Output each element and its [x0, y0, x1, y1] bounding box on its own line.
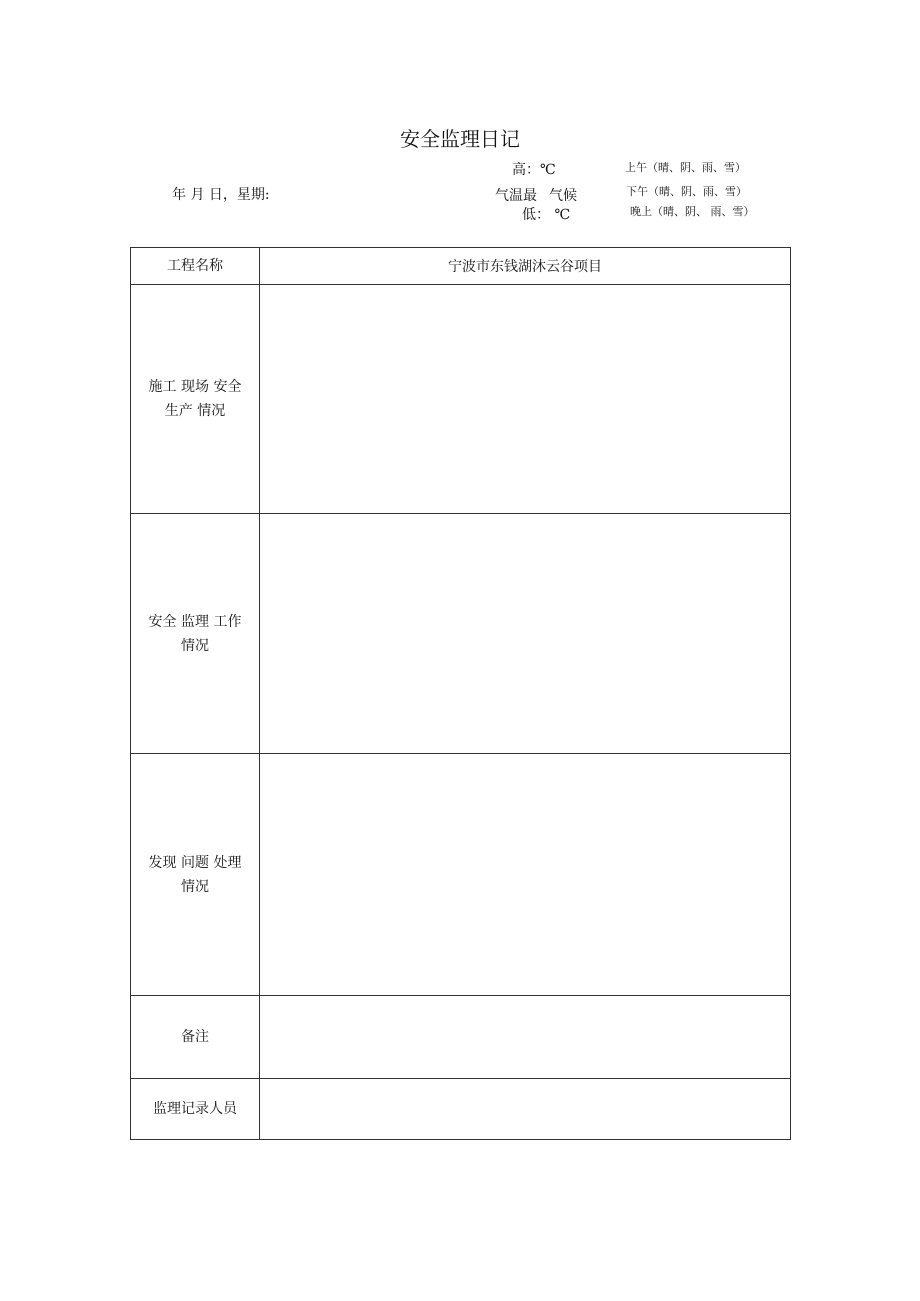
recorder-content[interactable] — [260, 1079, 791, 1140]
site-safety-label — [131, 285, 260, 514]
temperature-label: 气温最 — [495, 188, 537, 204]
recorder-label: 监理记录人员 — [131, 1079, 260, 1140]
remarks-row — [131, 996, 791, 1079]
supervision-work-label-line2: 情况 — [181, 637, 209, 654]
climate-label: 气候 — [549, 188, 577, 204]
supervision-work-label — [131, 514, 260, 754]
supervision-work-label-line1: 安全 监理 工作 — [148, 613, 242, 630]
site-safety-content[interactable] — [260, 285, 791, 514]
page-title: 安全监理日记 — [400, 127, 520, 151]
temperature-low-label: 低： ℃ — [522, 207, 571, 223]
issues-handling-label-line2: 情况 — [181, 878, 209, 895]
supervision-work-row — [131, 514, 791, 754]
project-name-value[interactable]: 宁波市东钱湖沐云谷项目 — [260, 248, 791, 285]
project-name-row — [131, 248, 791, 285]
site-safety-label-line2: 生产 情况 — [164, 403, 226, 419]
supervision-work-content[interactable] — [260, 514, 791, 754]
issues-handling-content[interactable] — [260, 754, 791, 996]
recorder-row — [131, 1079, 791, 1140]
issues-handling-label — [131, 754, 260, 996]
weather-evening: 晚上（晴、阴、 雨、雪） — [630, 205, 755, 218]
remarks-content[interactable] — [260, 996, 791, 1079]
remarks-label: 备注 — [131, 996, 260, 1079]
weather-morning: 上午（晴、阴、雨、雪） — [625, 161, 746, 174]
issues-handling-label-line1: 发现 问题 处理 — [148, 854, 242, 871]
site-safety-label-line1: 施工 现场 安全 — [148, 379, 242, 395]
weather-afternoon: 下午（晴、阴、雨、雪） — [626, 185, 747, 198]
date-weekday-label: 年 月 日，星期: — [172, 187, 270, 203]
temperature-high-label: 高：℃ — [512, 162, 556, 178]
project-name-label: 工程名称 — [131, 248, 260, 285]
site-safety-row — [131, 285, 791, 514]
safety-log-form — [130, 247, 791, 1140]
issues-handling-row — [131, 754, 791, 996]
